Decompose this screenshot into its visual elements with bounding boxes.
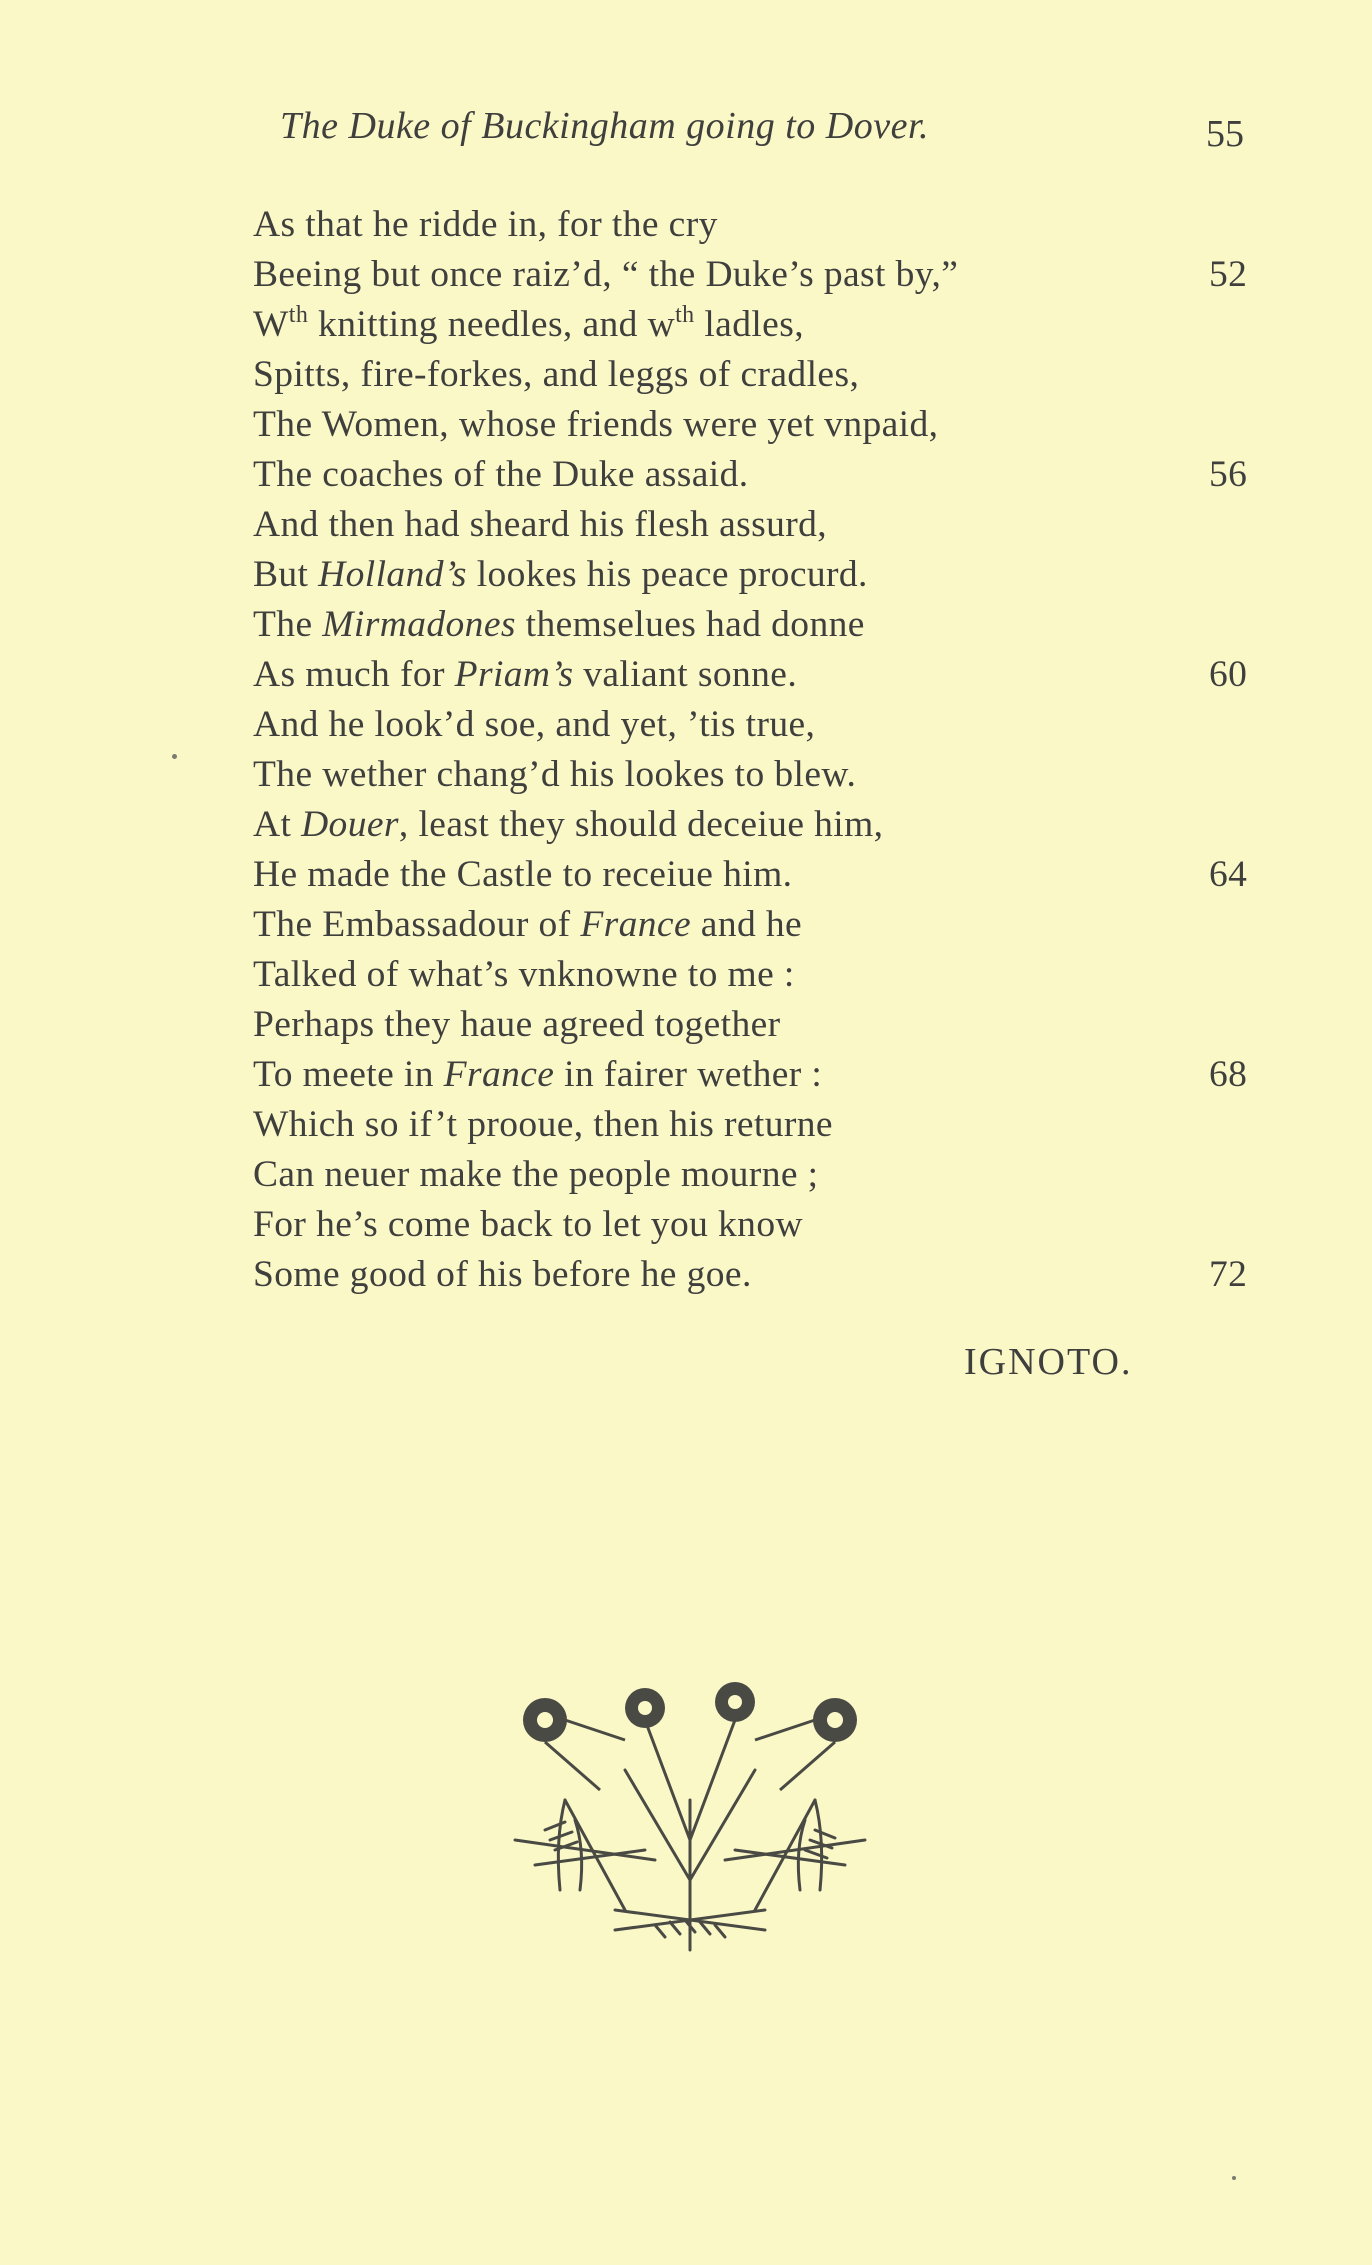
poem-line	[253, 250, 1253, 300]
line-text: The Women, whose friends were yet vnpaid,	[253, 404, 939, 445]
line-number: 72	[1209, 1254, 1248, 1295]
line-text: He made the Castle to receiue him.	[253, 854, 793, 895]
line-text: themselues had donne	[515, 604, 865, 645]
poem-line	[253, 900, 1253, 950]
poem-line	[253, 450, 1253, 500]
superscript-text: th	[288, 302, 309, 328]
page-number: 55	[1206, 113, 1244, 155]
line-text: But	[253, 554, 319, 595]
line-text: and he	[691, 904, 803, 945]
line-number: 64	[1209, 854, 1248, 895]
poem-line	[253, 600, 1253, 650]
line-text: ladles,	[694, 304, 804, 345]
line-text: in fairer wether :	[554, 1054, 823, 1095]
line-text: The coaches of the Duke assaid.	[253, 454, 749, 495]
page-header	[0, 104, 1372, 164]
poem-text	[253, 200, 1253, 1300]
running-title: The Duke of Buckingham going to Dover.	[280, 105, 930, 147]
line-text: lookes his peace procurd.	[466, 554, 868, 595]
paper-speck	[172, 754, 177, 759]
line-number: 56	[1209, 454, 1248, 495]
italic-text: France	[580, 904, 692, 945]
poem-line	[253, 550, 1253, 600]
line-text: Perhaps they haue agreed together	[253, 1004, 781, 1045]
poem-line	[253, 1250, 1253, 1300]
line-text: For he’s come back to let you know	[253, 1204, 803, 1245]
poem-line	[253, 950, 1253, 1000]
poem-line	[253, 800, 1253, 850]
italic-text: Mirmadones	[322, 604, 516, 645]
poem-line	[253, 1050, 1253, 1100]
floral-tailpiece-icon	[505, 1680, 875, 1960]
line-text: valiant sonne.	[573, 654, 798, 695]
poem-line	[253, 750, 1253, 800]
line-text: knitting needles, and w	[308, 304, 676, 345]
line-text: As much for	[253, 654, 455, 695]
line-text: At	[253, 804, 302, 845]
line-number: 52	[1209, 254, 1248, 295]
paper-speck	[1232, 2176, 1236, 2180]
line-text: , least they should deceiue him,	[398, 804, 884, 845]
line-text: Can neuer make the people mourne ;	[253, 1154, 819, 1195]
line-text: The Embassadour of	[253, 904, 581, 945]
line-number: 68	[1209, 1054, 1248, 1095]
poem-line	[253, 1000, 1253, 1050]
line-text: Spitts, fire-forkes, and leggs of cradles,	[253, 354, 860, 395]
line-text: The	[253, 604, 323, 645]
line-text: And then had sheard his flesh assurd,	[253, 504, 828, 545]
poem-line	[253, 1150, 1253, 1200]
line-text: Beeing but once raiz’d, “ the Duke’s past by,”	[253, 254, 959, 295]
poem-line	[253, 650, 1253, 700]
line-text: To meete in	[253, 1054, 444, 1095]
line-text: W	[253, 304, 289, 345]
italic-text: Priam’s	[454, 654, 574, 695]
poem-line	[253, 500, 1253, 550]
line-number: 60	[1209, 654, 1248, 695]
signature: IGNOTO.	[964, 1341, 1133, 1383]
poem-line	[253, 1200, 1253, 1250]
poem-line	[253, 300, 1253, 350]
line-text: And he look’d soe, and yet, ’tis true,	[253, 704, 816, 745]
line-text: The wether chang’d his lookes to blew.	[253, 754, 857, 795]
line-text: As that he ridde in, for the cry	[253, 204, 718, 245]
poem-line	[253, 700, 1253, 750]
superscript-text: th	[675, 302, 695, 328]
poem-line	[253, 1100, 1253, 1150]
poem-line	[253, 200, 1253, 250]
line-text: Which so if’t prooue, then his returne	[253, 1104, 833, 1145]
line-text: Some good of his before he goe.	[253, 1254, 752, 1295]
italic-text: France	[443, 1054, 555, 1095]
poem-line	[253, 400, 1253, 450]
line-text: Talked of what’s vnknowne to me :	[253, 954, 795, 995]
poem-line	[253, 850, 1253, 900]
italic-text: Douer	[301, 804, 399, 845]
poem-line	[253, 350, 1253, 400]
italic-text: Holland’s	[318, 554, 467, 595]
